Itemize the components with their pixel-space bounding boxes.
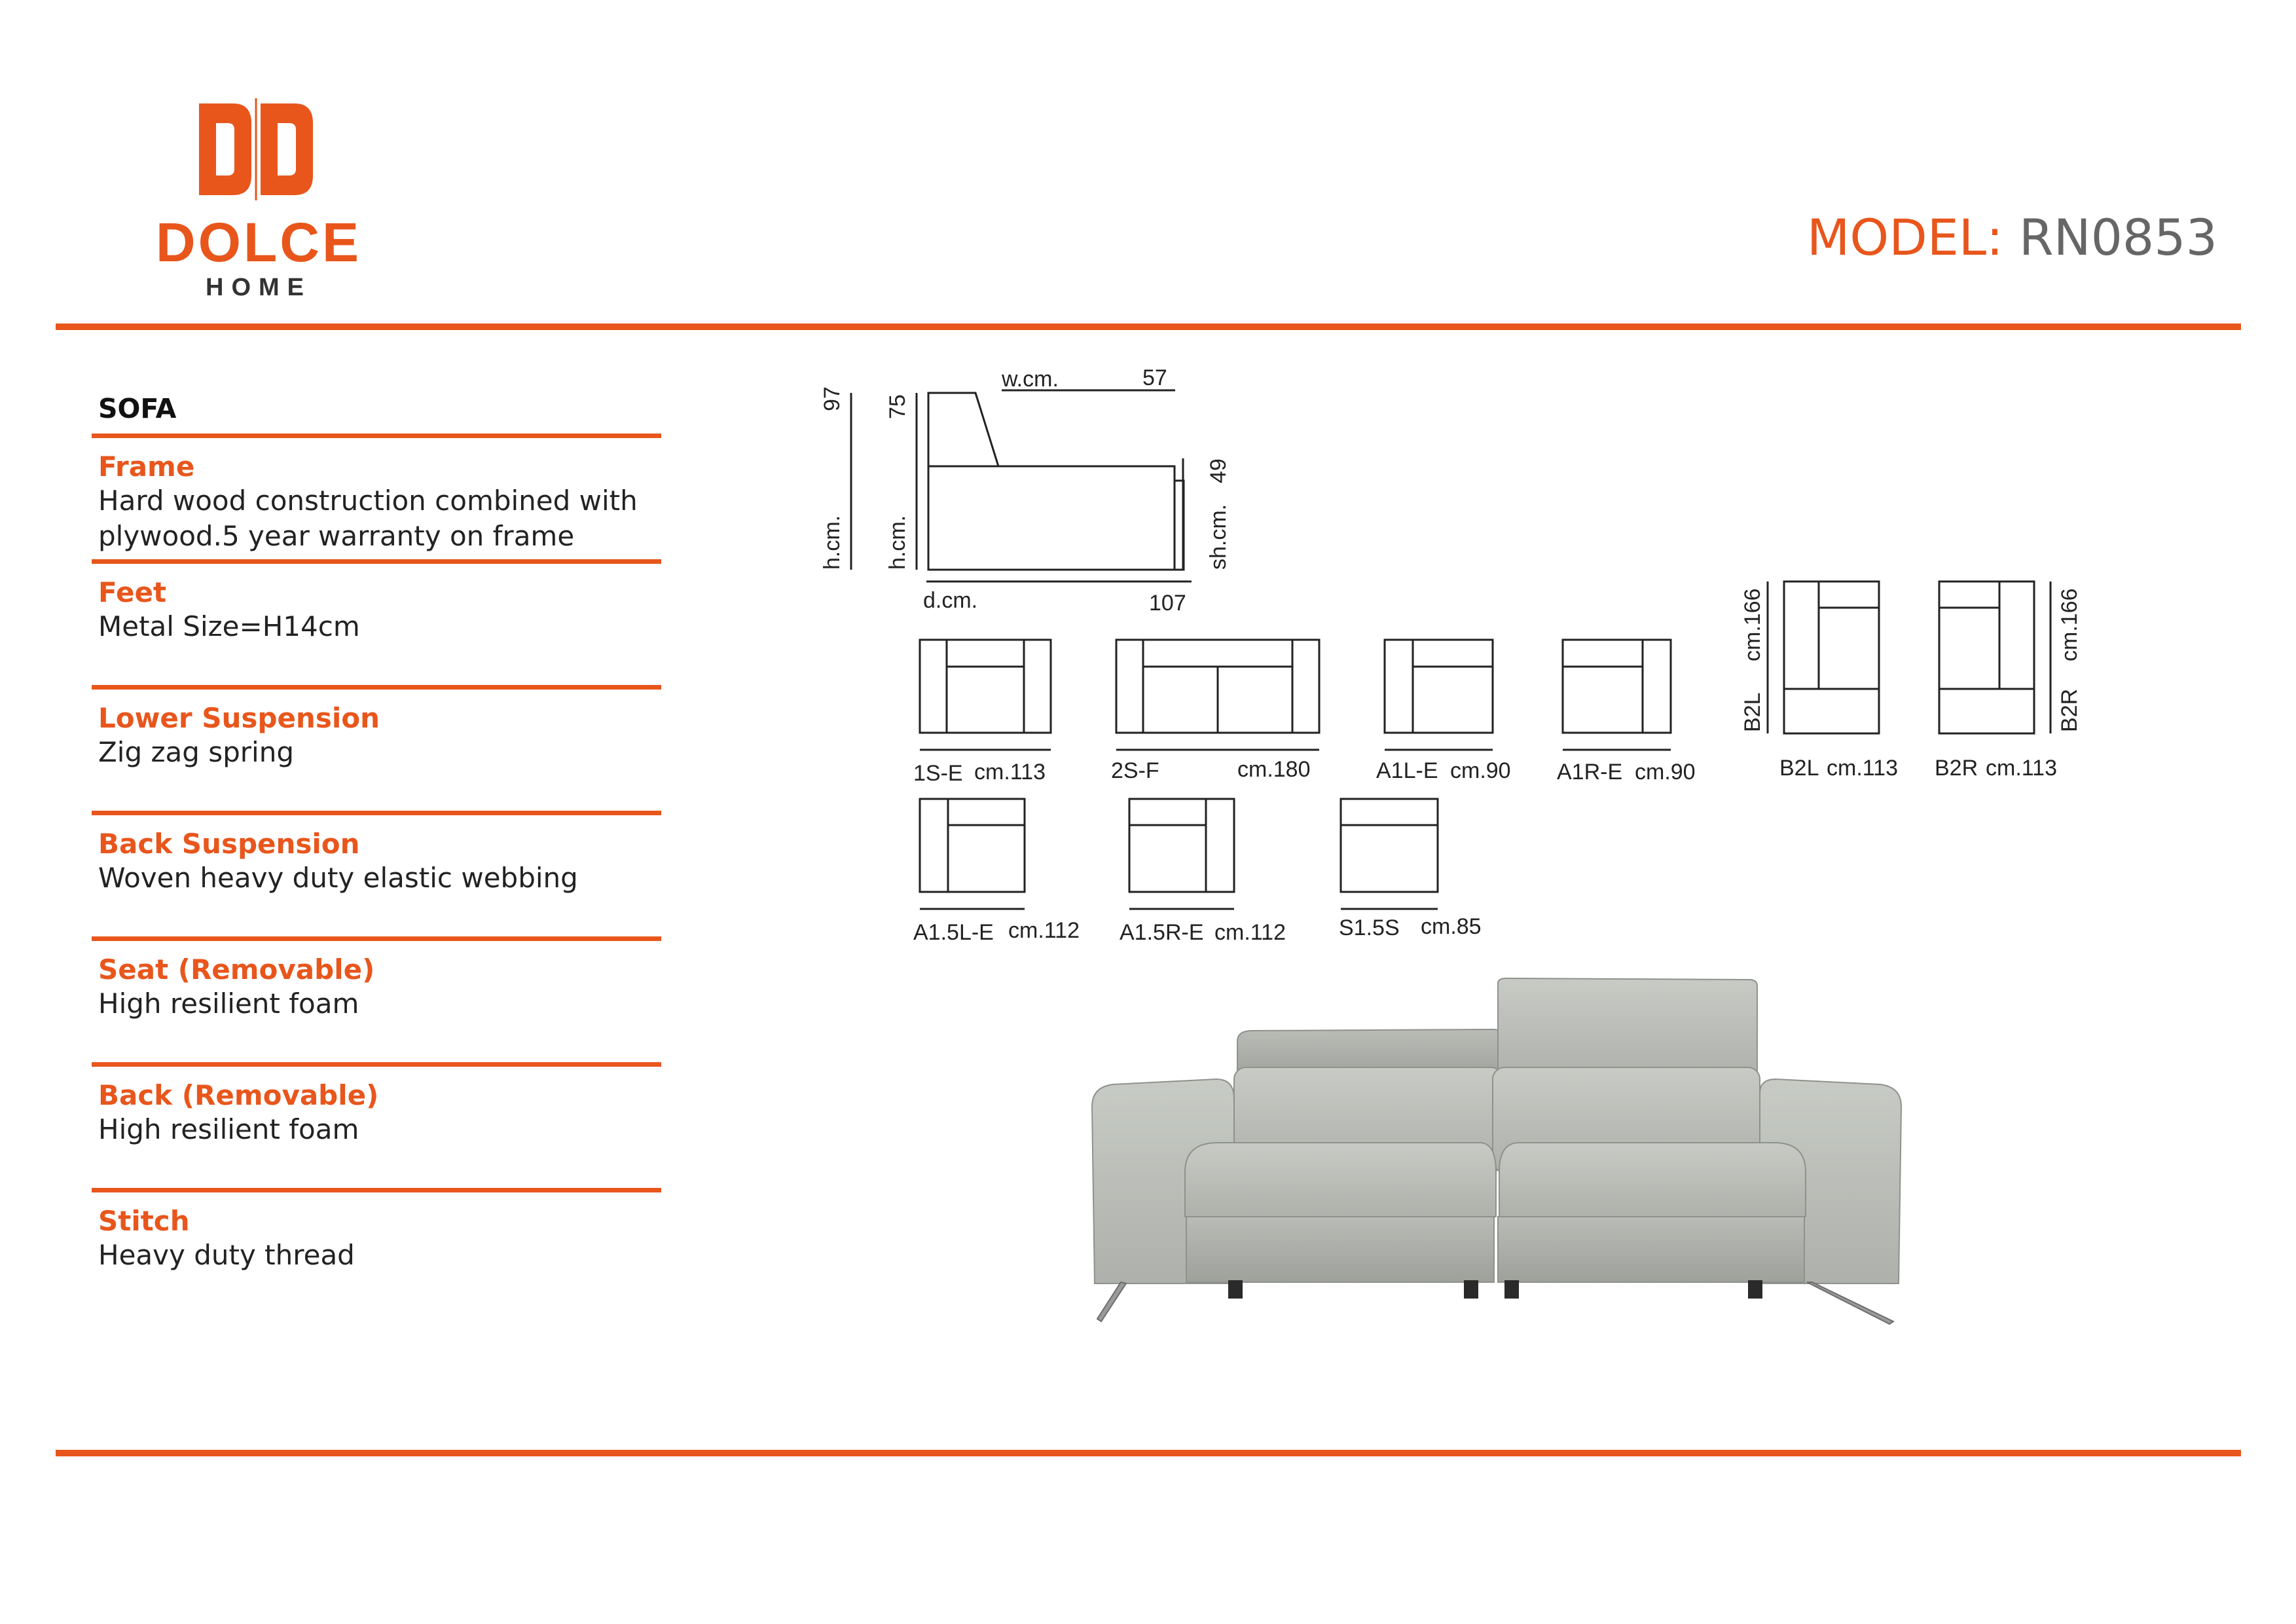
module-code: 1S-E [913,761,963,786]
dim-h-value: 97 [820,386,845,411]
spec-text-feet: Metal Size=H14cm [98,610,360,642]
spec-text-back: High resilient foam [98,1113,359,1145]
spec-heading-back-suspension: Back Suspension [98,828,360,860]
module-code: A1L-E [1376,758,1438,783]
spec-text-back-suspension: Woven heavy duty elastic webbing [98,862,578,894]
spec-text-frame: Hard wood construction combined with plywood.5 year warranty on frame [98,485,638,552]
module-code: S1.5S [1339,915,1400,940]
module-s1-5s [1341,799,1438,909]
sofa-product-image [1092,978,1901,1324]
spec-text-seat: High resilient foam [98,987,359,1020]
b2l-code-vertical: B2L [1740,692,1765,732]
module-size: cm.180 [1237,757,1311,782]
dim-h2-label: h.cm. [885,515,910,570]
spec-heading-back: Back (Removable) [98,1079,379,1111]
module-code: A1.5R-E [1120,920,1204,945]
dim-w-value: 57 [1142,365,1167,390]
module-size: cm.85 [1421,914,1482,939]
spec-text-stitch: Heavy duty thread [98,1239,355,1271]
spec-heading-lower-suspension: Lower Suspension [98,702,380,734]
module-2s-f [1116,640,1319,750]
module-size: cm.90 [1450,758,1511,783]
module-code: 2S-F [1111,758,1159,783]
module-size: cm.90 [1635,760,1696,784]
dim-sh-value: 49 [1206,458,1231,483]
module-size: cm.113 [974,760,1046,784]
brand-sub: HOME [206,274,312,301]
module-code: B2R [1935,756,1978,781]
module-size: cm.112 [1214,920,1286,945]
b2r-code-vertical: B2R [2057,688,2082,732]
module-b2r [1939,581,2050,733]
dim-d-value: 107 [1149,591,1186,616]
module-a1l-e [1385,640,1493,750]
spec-text-lower-suspension: Zig zag spring [98,736,295,768]
product-type: SOFA [98,393,177,424]
brand-name: DOLCE [156,212,361,273]
model-value: RN0853 [2018,208,2217,267]
module-size: cm.112 [1008,918,1080,943]
spec-heading-frame: Frame [98,451,195,483]
module-1s-e [920,640,1051,750]
dim-w-label: w.cm. [1002,367,1059,392]
model-label: MODEL: [1806,208,2003,267]
module-size: cm.113 [1986,756,2057,781]
module-code: A1R-E [1557,760,1623,784]
b2r-depth-vertical: cm.166 [2057,588,2082,661]
dim-h-label: h.cm. [820,515,845,570]
module-size: cm.113 [1827,756,1898,781]
spec-heading-stitch: Stitch [98,1205,190,1237]
module-b2l [1768,581,1879,733]
module-a1r-e [1563,640,1671,750]
module-a1-5r-e [1129,799,1234,909]
module-code: B2L [1779,756,1819,781]
b2l-depth-vertical: cm.166 [1740,588,1765,661]
spec-heading-feet: Feet [98,576,167,608]
module-code: A1.5L-E [913,920,994,945]
spec-heading-seat: Seat (Removable) [98,953,375,986]
dim-d-label: d.cm. [923,588,978,613]
module-a1-5l-e [920,799,1025,909]
dim-sh-label: sh.cm. [1206,504,1231,570]
dim-h2-value: 75 [885,394,910,419]
